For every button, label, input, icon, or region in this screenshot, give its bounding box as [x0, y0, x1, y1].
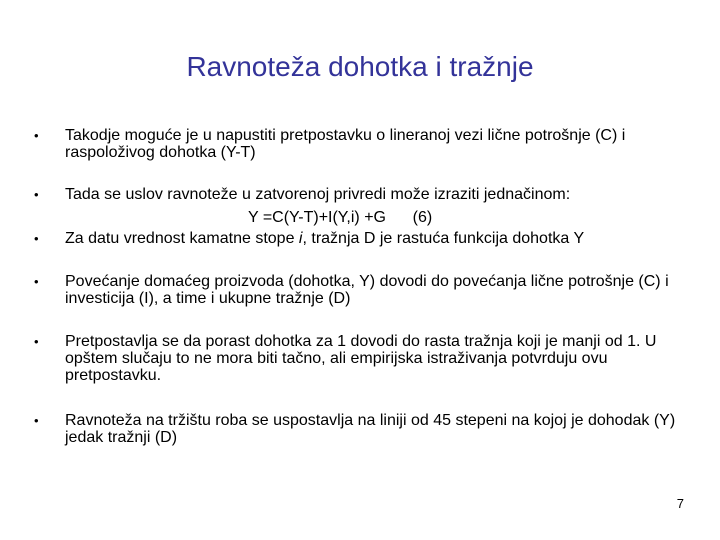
bullet-icon: • [34, 274, 39, 289]
bullet-text: Ravnoteža na tržištu roba se uspostavlja na liniji od 45 stepeni na kojoj je dohodak (Y) jedak tražnji (D) [65, 412, 676, 446]
slide-title: Ravnoteža dohotka i tražnje [186, 51, 534, 82]
bullet-icon: • [34, 187, 39, 202]
bullet-text-part: Za datu vrednost kamatne stope [65, 230, 299, 247]
bullet-text [65, 230, 684, 247]
bullet-text-part: , tražnja D je rastuća funkcija dohotka Y [302, 230, 585, 247]
interest-rate-symbol: i [298, 230, 303, 247]
equation: Y =C(Y-T)+I(Y,i) +G (6) [248, 209, 433, 226]
bullet-text: Povećanje domaćeg proizvoda (dohotka, Y) dovodi do povećanja lične potrošnje (C) i investicija (I), a time i ukupne tražnje (D) [65, 273, 669, 307]
bullet-icon: • [34, 231, 39, 246]
bullet-icon: • [34, 128, 39, 143]
bullet-text: Takodje moguće je u napustiti pretpostavku o lineranoj vezi lične potrošnje (C) i raspoloživog dohotka (Y-T) [65, 127, 626, 161]
bullet-icon: • [34, 334, 39, 349]
page-number: 7 [676, 496, 684, 511]
bullet-text: Pretpostavlja se da porast dohotka za 1 dovodi do rasta tražnja koji je manji od 1. U opštem slučaju to ne mora biti tačno, ali empirijska istraživanja potvrduju ovu pretpostavku. [65, 333, 657, 384]
bullet-icon: • [34, 413, 39, 428]
bullet-text: Tada se uslov ravnoteže u zatvorenoj privredi može izraziti jednačinom: [65, 186, 571, 203]
